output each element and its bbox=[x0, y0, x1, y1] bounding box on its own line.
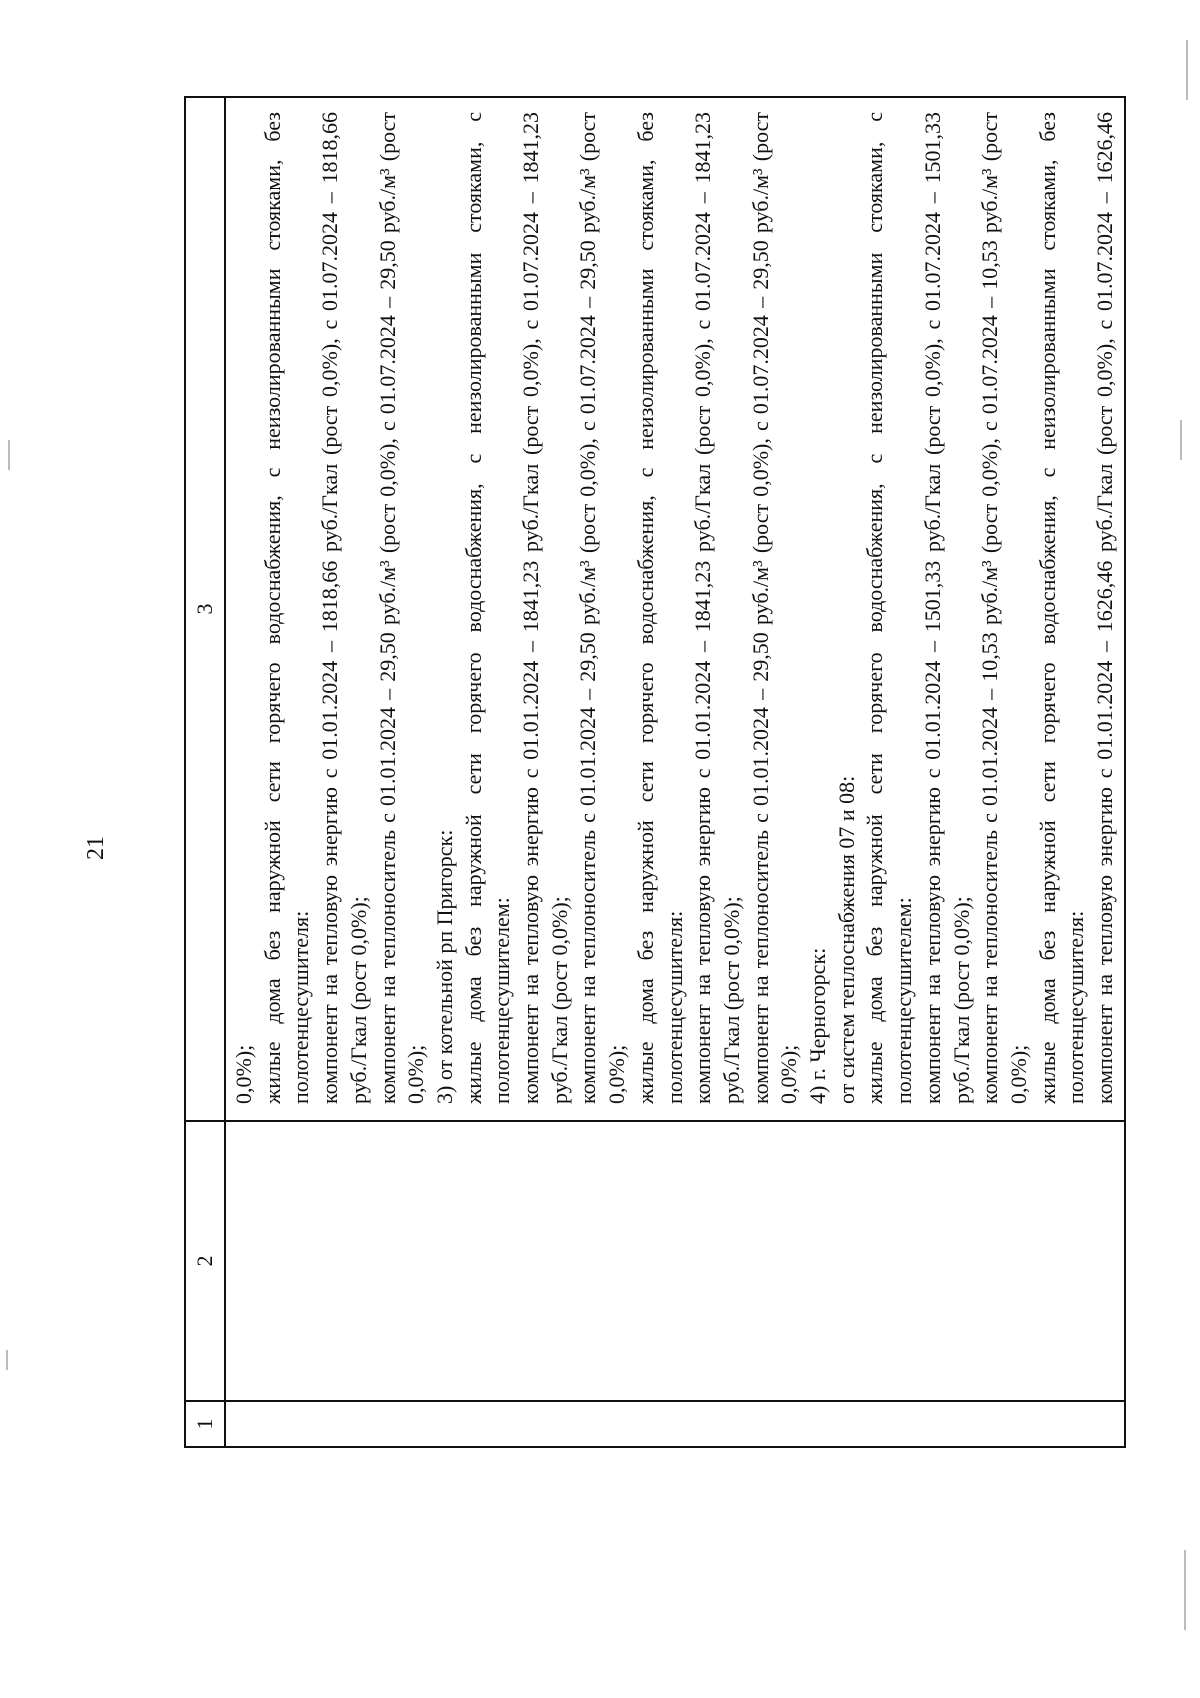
scan-noise-mark bbox=[1180, 420, 1182, 460]
tariff-line: 4) г. Черногорск: bbox=[805, 947, 831, 1104]
tariff-line: компонент на тепловую энергию с 01.01.2024 – 1626,46 руб./Гкал (рост 0,0%), с 01.07.2024 – 1626,46 bbox=[1092, 112, 1118, 1104]
tariff-line: полотенцесушителя: bbox=[288, 910, 314, 1104]
tariff-line: 0,0%); bbox=[776, 1044, 802, 1104]
page-number: 21 bbox=[82, 836, 109, 860]
tariff-line: руб./Гкал (рост 0,0%); bbox=[948, 896, 974, 1104]
table-row bbox=[225, 97, 1125, 1447]
tariff-line: жилые дома без наружной сети горячего водоснабжения, с неизолированными стояками, с bbox=[460, 112, 486, 1104]
tariff-line: жилые дома без наружной сети горячего водоснабжения, с неизолированными стояками, без bbox=[632, 112, 658, 1104]
tariff-line: жилые дома без наружной сети горячего водоснабжения, с неизолированными стояками, с bbox=[862, 112, 888, 1104]
tariff-line: компонент на теплоноситель с 01.01.2024 – 29,50 руб./м³ (рост 0,0%), с 01.07.2024 – 29,50 руб./м³ (рост bbox=[747, 112, 773, 1104]
table-header-row bbox=[185, 97, 225, 1447]
tariff-line: компонент на теплоноситель с 01.01.2024 – 29,50 руб./м³ (рост 0,0%), с 01.07.2024 – 29,50 руб./м³ (рост bbox=[374, 112, 400, 1104]
tariff-line: 3) от котельной рп Пригорск: bbox=[431, 829, 457, 1104]
rotated-page-inner bbox=[184, 98, 1126, 1448]
column-header-3: 3 bbox=[185, 97, 225, 1121]
tariff-line: 0,0%); bbox=[1005, 1044, 1031, 1104]
scan-noise-mark bbox=[6, 1350, 8, 1370]
column-header-1: 1 bbox=[185, 1401, 225, 1447]
rotated-page-content bbox=[184, 98, 1126, 1448]
scan-noise-mark bbox=[1186, 40, 1188, 100]
scan-noise-mark bbox=[1184, 1550, 1186, 1630]
cell-col-3-tariffs bbox=[225, 97, 1125, 1121]
tariff-line: руб./Гкал (рост 0,0%); bbox=[546, 896, 572, 1104]
tariff-line: компонент на тепловую энергию с 01.01.2024 – 1501,33 руб./Гкал (рост 0,0%), с 01.07.2024 – 1501,33 bbox=[919, 112, 945, 1104]
cell-col-1 bbox=[225, 1401, 1125, 1447]
column-header-2: 2 bbox=[185, 1121, 225, 1401]
scan-noise-mark bbox=[8, 440, 10, 470]
tariff-line: жилые дома без наружной сети горячего водоснабжения, с неизолированными стояками, без bbox=[259, 112, 285, 1104]
tariff-text-lines bbox=[230, 112, 1120, 1104]
tariff-line: жилые дома без наружной сети горячего водоснабжения, с неизолированными стояками, без bbox=[1034, 112, 1060, 1104]
tariff-line: полотенцесушителем: bbox=[891, 897, 917, 1104]
tariff-line: руб./Гкал (рост 0,0%); bbox=[718, 896, 744, 1104]
tariff-line: полотенцесушителем: bbox=[489, 897, 515, 1104]
tariff-line: 0,0%); bbox=[231, 1044, 256, 1104]
tariff-line: полотенцесушителя: bbox=[661, 910, 687, 1104]
tariff-line: полотенцесушителя: bbox=[1063, 910, 1089, 1104]
tariff-line: 0,0%); bbox=[604, 1044, 630, 1104]
tariff-line: компонент на тепловую энергию с 01.01.2024 – 1841,23 руб./Гкал (рост 0,0%), с 01.07.2024 – 1841,23 bbox=[690, 112, 716, 1104]
tariff-line: от систем теплоснабжения 07 и 08: bbox=[833, 775, 859, 1104]
tariff-line: 0,0%); bbox=[403, 1044, 429, 1104]
tariff-line: компонент на теплоноситель с 01.01.2024 – 29,50 руб./м³ (рост 0,0%), с 01.07.2024 – 29,50 руб./м³ (рост bbox=[575, 112, 601, 1104]
cell-col-2 bbox=[225, 1121, 1125, 1401]
tariff-line: компонент на теплоноситель с 01.01.2024 – 10,53 руб./м³ (рост 0,0%), с 01.07.2024 – 10,53 руб./м³ (рост bbox=[977, 112, 1003, 1104]
tariff-table bbox=[184, 96, 1126, 1448]
tariff-line: компонент на тепловую энергию с 01.01.2024 – 1841,23 руб./Гкал (рост 0,0%), с 01.07.2024 – 1841,23 bbox=[518, 112, 544, 1104]
tariff-line: руб./Гкал (рост 0,0%); bbox=[345, 896, 371, 1104]
tariff-line: компонент на тепловую энергию с 01.01.2024 – 1818,66 руб./Гкал (рост 0,0%), с 01.07.2024 – 1818,66 bbox=[317, 112, 343, 1104]
